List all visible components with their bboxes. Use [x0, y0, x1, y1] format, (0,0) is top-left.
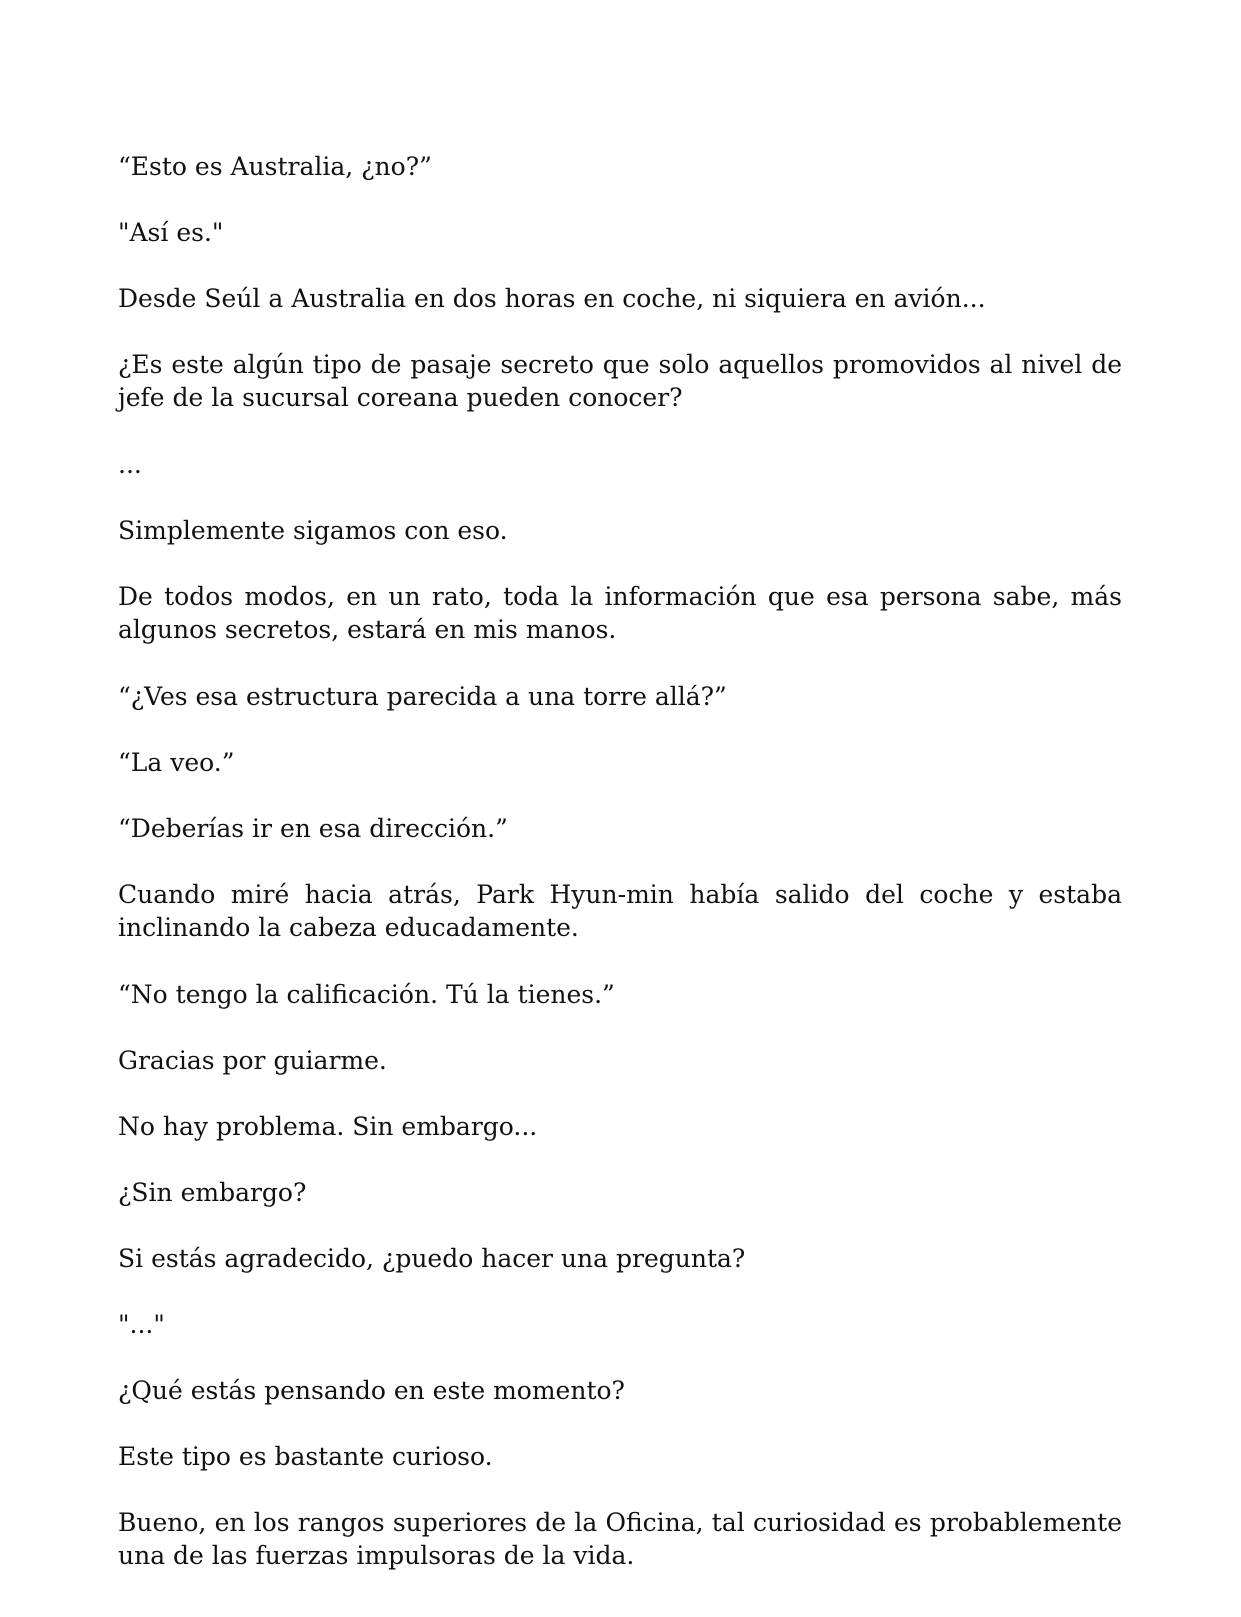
paragraph-18: ¿Qué estás pensando en este momento?: [118, 1376, 625, 1405]
paragraph-14: No hay problema. Sin embargo...: [118, 1112, 538, 1141]
paragraph-20: Bueno, en los rangos superiores de la Oficina, tal curiosidad es probablemente una de las fuerzas impulsoras de la vida.: [118, 1508, 1122, 1570]
paragraph-16: Si estás agradecido, ¿puedo hacer una pregunta?: [118, 1244, 746, 1273]
paragraph-5: ...: [118, 450, 142, 479]
paragraph-1: “Esto es Australia, ¿no?”: [118, 152, 432, 181]
paragraph-2: "Así es.": [118, 218, 224, 247]
paragraph-6: Simplemente sigamos con eso.: [118, 516, 508, 545]
paragraph-8: “¿Ves esa estructura parecida a una torre allá?”: [118, 682, 727, 711]
paragraph-10: “Deberías ir en esa dirección.”: [118, 814, 508, 843]
paragraph-15: ¿Sin embargo?: [118, 1178, 307, 1207]
paragraph-11: Cuando miré hacia atrás, Park Hyun-min había salido del coche y estaba inclinando la cabeza educadamente.: [118, 880, 1122, 942]
paragraph-13: Gracias por guiarme.: [118, 1046, 387, 1075]
paragraph-12: “No tengo la calificación. Tú la tienes.”: [118, 980, 615, 1009]
paragraph-9: “La veo.”: [118, 748, 235, 777]
paragraph-3: Desde Seúl a Australia en dos horas en coche, ni siquiera en avión...: [118, 284, 986, 313]
paragraph-4: ¿Es este algún tipo de pasaje secreto que solo aquellos promovidos al nivel de jefe de la sucursal coreana pueden conocer?: [118, 350, 1122, 412]
paragraph-7: De todos modos, en un rato, toda la información que esa persona sabe, más algunos secretos, estará en mis manos.: [118, 582, 1122, 644]
paragraph-19: Este tipo es bastante curioso.: [118, 1442, 493, 1471]
paragraph-17: "...": [118, 1310, 165, 1339]
